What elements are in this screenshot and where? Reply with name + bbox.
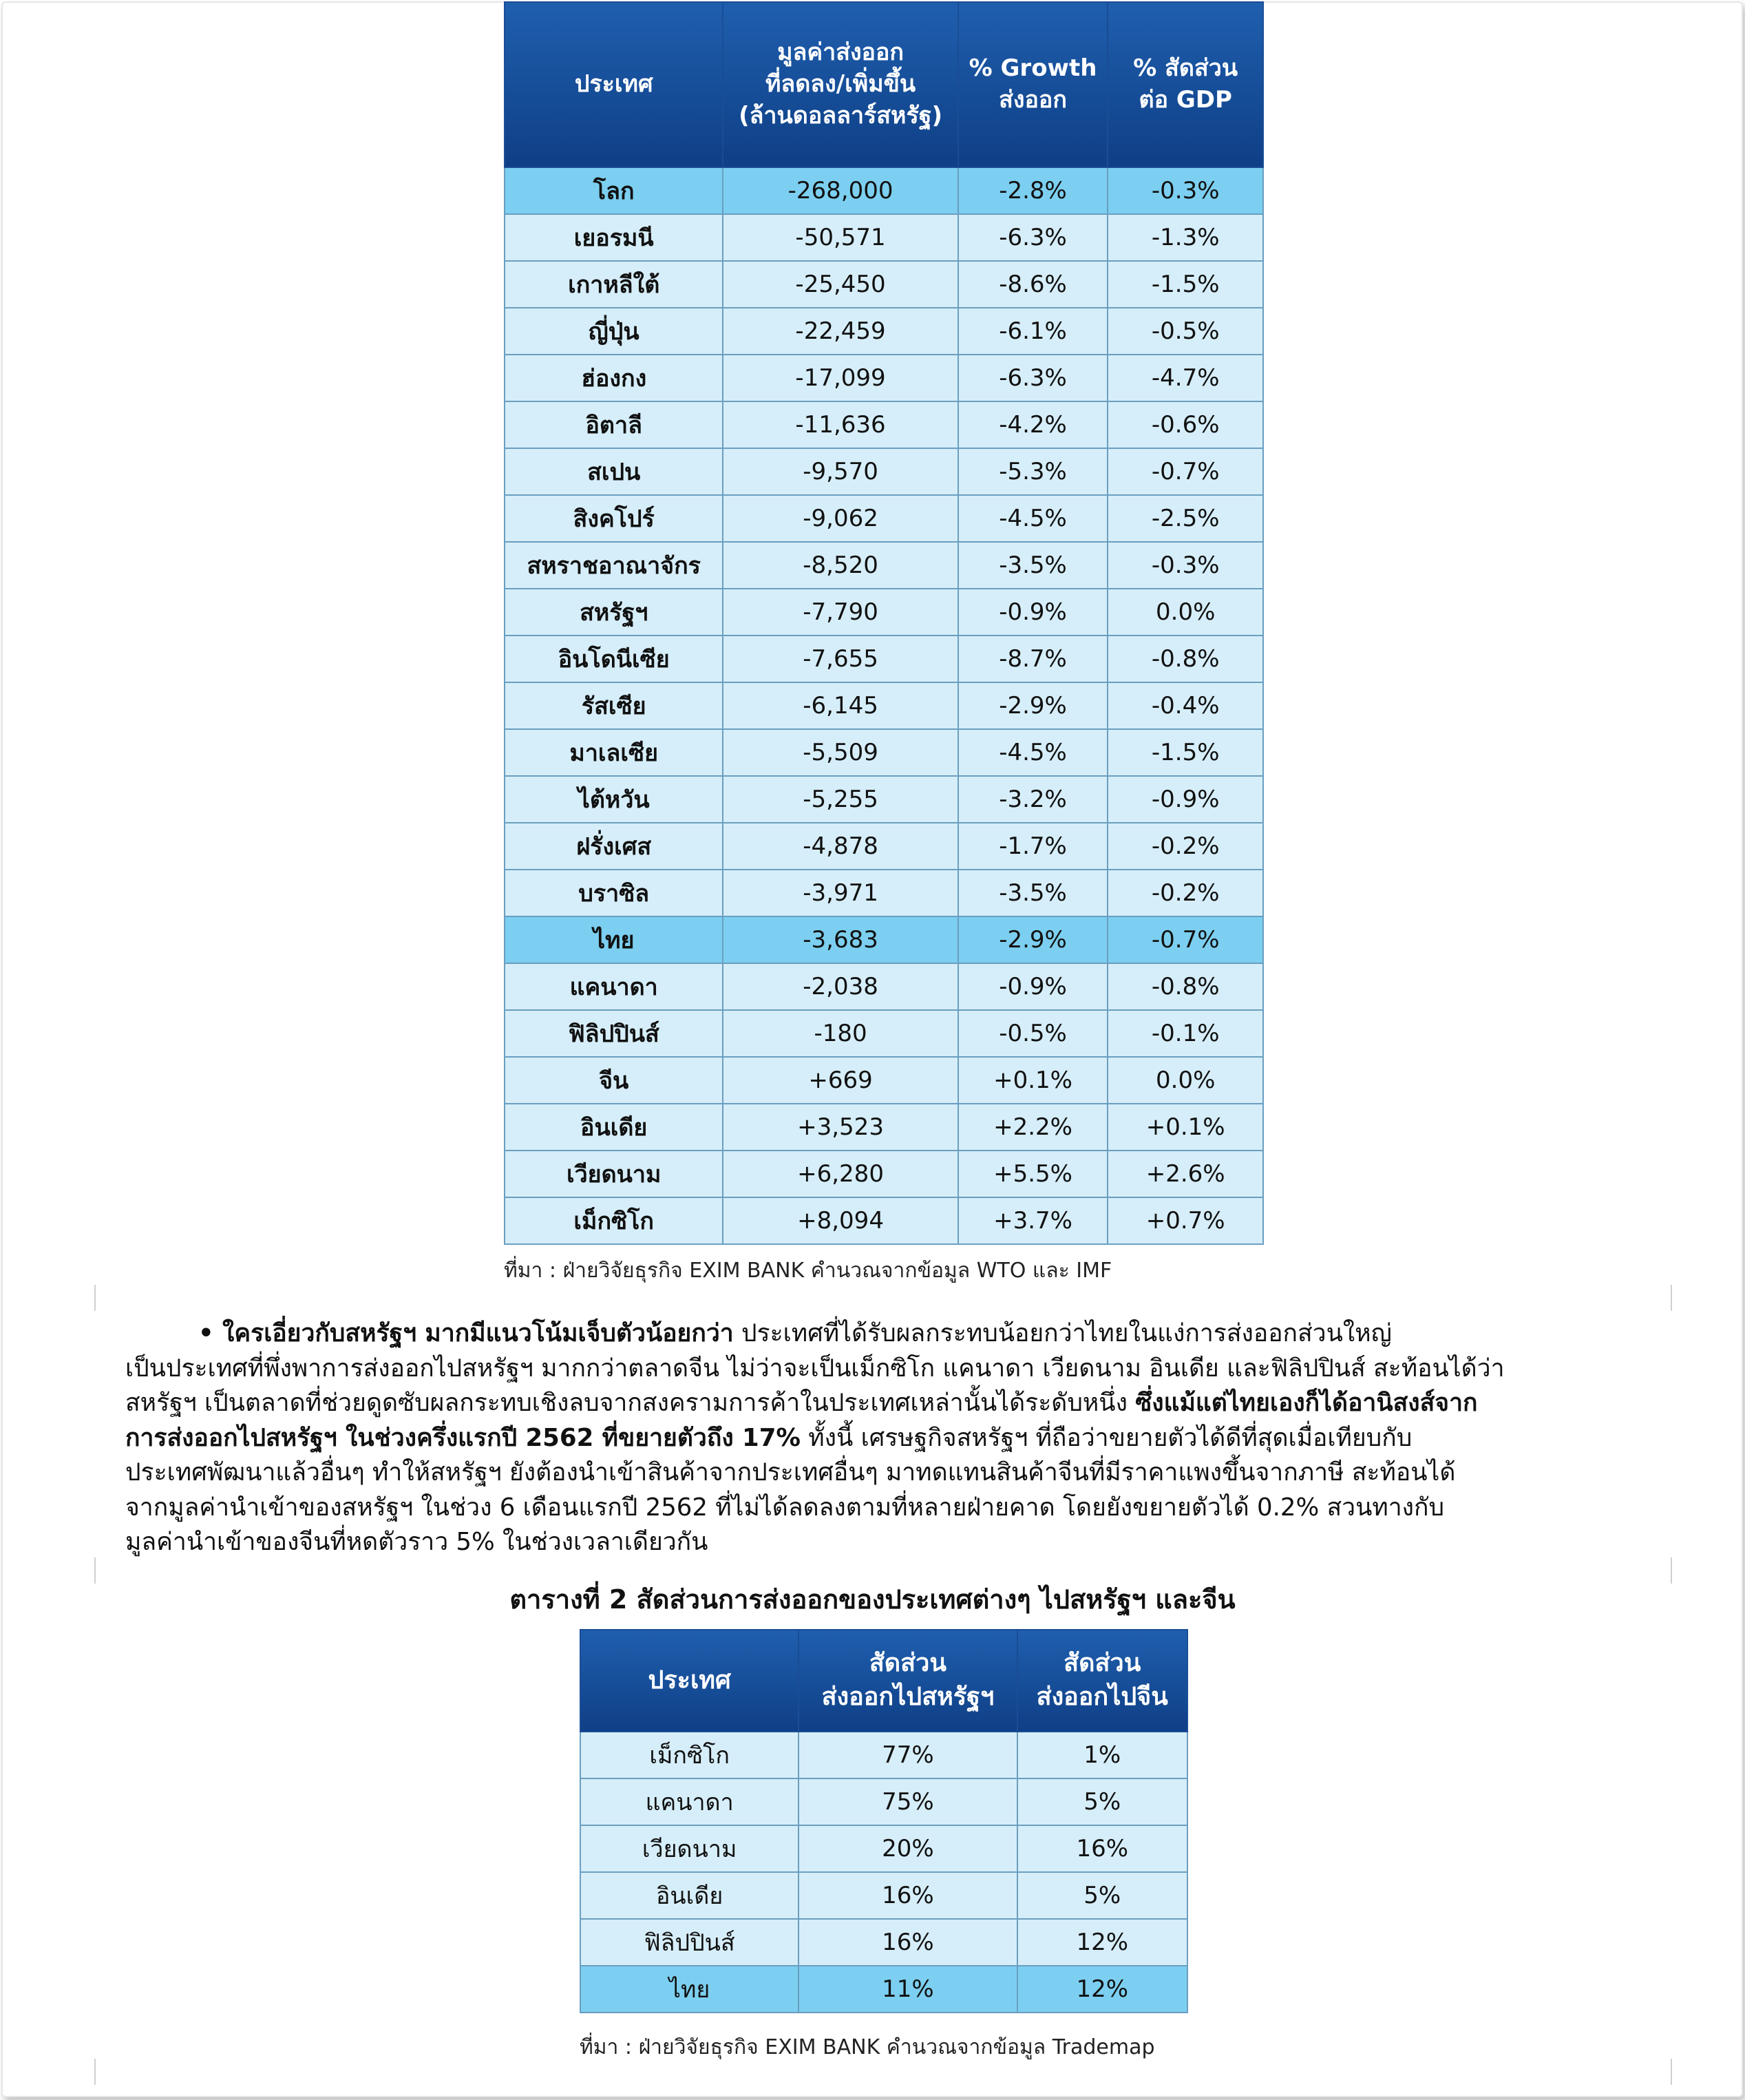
country-cell: อินโดนีเซีย [505,636,723,682]
value-cell: 5% [1017,1778,1188,1825]
value-cell: -0.7% [1108,448,1263,495]
value-cell: -2.9% [958,682,1108,729]
value-cell: -4.5% [958,729,1108,776]
value-cell: +669 [723,1057,958,1104]
text: เป็นประเทศที่พึ่งพาการส่งออกไปสหรัฐฯ มากกว่าตลาดจีน ไม่ว่าจะเป็นเม็กซิโก แคนาดา เวียดนาม อินเดีย และฟิลิปปินส์ สะท้อนได้ว่า [125,1354,1505,1383]
table1-source: ที่มา : ฝ่ายวิจัยธุรกิจ EXIM BANK คำนวณจากข้อมูล WTO และ IMF [504,1259,1112,1283]
paragraph-line [125,1491,1647,1526]
country-cell: แคนาดา [505,963,723,1010]
table-row [505,1151,1263,1197]
margin-mark [1671,1285,1672,1311]
paragraph-line [125,1316,1647,1352]
export-change-table [504,1,1264,1245]
country-cell: ไทย [505,916,723,963]
country-cell: อิตาลี [505,401,723,448]
value-cell: 12% [1017,1919,1188,1966]
text: สหรัฐฯ เป็นตลาดที่ช่วยดูดซับผลกระทบเชิงลบจากสงครามการค้าในประเทศเหล่านั้นได้ระดับหนึ่ง [125,1389,1136,1417]
table-row [505,916,1263,963]
value-cell: -2.5% [1108,495,1263,542]
value-cell: 77% [799,1732,1017,1778]
value-cell: -0.3% [1108,167,1263,214]
value-cell: -9,570 [723,448,958,495]
table-row [505,823,1263,870]
value-cell: -268,000 [723,167,958,214]
country-cell: รัสเซีย [505,682,723,729]
country-cell: ฝรั่งเศส [505,823,723,870]
country-cell: มาเลเซีย [505,729,723,776]
country-cell: สิงคโปร์ [505,495,723,542]
value-cell: -0.8% [1108,636,1263,682]
text: ประเทศพัฒนาแล้วอื่นๆ ทำให้สหรัฐฯ ยังต้องนำเข้าสินค้าจากประเทศอื่นๆ มาทดแทนสินค้าจีนที่มีราคาแพงขึ้นจากภาษี สะท้อนได้ [125,1458,1456,1487]
table-row [505,1197,1263,1244]
country-cell: ไต้หวัน [505,776,723,823]
value-cell: -3.5% [958,542,1108,589]
paragraph-line [125,1456,1647,1491]
value-cell: +2.6% [1108,1151,1263,1197]
value-cell: -8.7% [958,636,1108,682]
table-row [580,1872,1187,1919]
table-row [505,1010,1263,1057]
value-cell: -0.4% [1108,682,1263,729]
table-row [505,542,1263,589]
country-cell: โลก [505,167,723,214]
value-cell: -6.3% [958,355,1108,401]
table-header-row [580,1630,1187,1732]
paragraph-line [125,1421,1647,1456]
country-cell: สหราชอาณาจักร [505,542,723,589]
value-cell: -6.1% [958,308,1108,355]
value-cell: -5,255 [723,776,958,823]
column-header: ประเทศ [505,2,723,167]
table-row [505,401,1263,448]
country-cell: อินเดีย [580,1872,799,1919]
value-cell: -4.7% [1108,355,1263,401]
table-row [580,1732,1187,1778]
column-header: สัดส่วน ส่งออกไปสหรัฐฯ [799,1630,1017,1732]
value-cell: -4,878 [723,823,958,870]
table-row [505,214,1263,261]
table-row [505,1057,1263,1104]
value-cell: -5,509 [723,729,958,776]
value-cell: +0.1% [1108,1104,1263,1151]
value-cell: -25,450 [723,261,958,308]
value-cell: -0.5% [1108,308,1263,355]
country-cell: ญี่ปุ่น [505,308,723,355]
column-header: มูลค่าส่งออก ที่ลดลง/เพิ่มขึ้น (ล้านดอลลาร์สหรัฐ) [723,2,958,167]
value-cell: -4.2% [958,401,1108,448]
value-cell: 16% [1017,1825,1188,1872]
value-cell: -8,520 [723,542,958,589]
export-share-table [580,1629,1188,2013]
text: จากมูลค่านำเข้าของสหรัฐฯ ในช่วง 6 เดือนแรกปี 2562 ที่ไม่ได้ลดลงตามที่หลายฝ่ายคาด โดยยังขยายตัวได้ 0.2% สวนทางกับ [125,1493,1445,1522]
value-cell: 11% [799,1966,1017,2013]
paragraph-line [125,1352,1647,1387]
value-cell: -1.5% [1108,729,1263,776]
text: ประเทศที่ได้รับผลกระทบน้อยกว่าไทยในแง่การส่งออกส่วนใหญ่ [733,1319,1392,1347]
table-row [580,1825,1187,1872]
value-cell: -0.2% [1108,870,1263,916]
value-cell: -7,655 [723,636,958,682]
value-cell: -11,636 [723,401,958,448]
table-row [505,1104,1263,1151]
value-cell: -9,062 [723,495,958,542]
value-cell: 0.0% [1108,589,1263,636]
value-cell: -2.9% [958,916,1108,963]
value-cell: -0.5% [958,1010,1108,1057]
margin-mark [1671,2059,1672,2085]
country-cell: สเปน [505,448,723,495]
value-cell: -0.9% [958,963,1108,1010]
column-header: % Growth ส่งออก [958,2,1108,167]
value-cell: -3.5% [958,870,1108,916]
value-cell: 16% [799,1872,1017,1919]
value-cell: -17,099 [723,355,958,401]
table-row [580,1919,1187,1966]
value-cell: 5% [1017,1872,1188,1919]
country-cell: แคนาดา [580,1778,799,1825]
column-header: % สัดส่วน ต่อ GDP [1108,2,1263,167]
table-row [505,167,1263,214]
value-cell: -3,971 [723,870,958,916]
value-cell: -4.5% [958,495,1108,542]
value-cell: -5.3% [958,448,1108,495]
country-cell: เกาหลีใต้ [505,261,723,308]
value-cell: +0.7% [1108,1197,1263,1244]
value-cell: 0.0% [1108,1057,1263,1104]
country-cell: ฟิลิปปินส์ [505,1010,723,1057]
value-cell: 1% [1017,1732,1188,1778]
table2-caption: ตารางที่ 2 สัดส่วนการส่งออกของประเทศต่างๆ ไปสหรัฐฯ และจีน [509,1584,1236,1615]
country-cell: สหรัฐฯ [505,589,723,636]
bold-text: การส่งออกไปสหรัฐฯ ในช่วงครึ่งแรกปี 2562 ที่ขยายตัวถึง 17% [125,1423,801,1452]
value-cell: -0.1% [1108,1010,1263,1057]
value-cell: 75% [799,1778,1017,1825]
margin-mark [94,1285,96,1311]
bold-text: ซึ่งแม้แต่ไทยเองก็ได้อานิสงส์จาก [1135,1389,1478,1417]
text: ทั้งนี้ เศรษฐกิจสหรัฐฯ ที่ถือว่าขยายตัวได้ดีที่สุดเมื่อเทียบกับ [801,1423,1413,1452]
value-cell: -6,145 [723,682,958,729]
country-cell: เม็กซิโก [580,1732,799,1778]
value-cell: -3,683 [723,916,958,963]
table-row [505,870,1263,916]
paragraph-line [125,1386,1647,1421]
table-row [505,776,1263,823]
value-cell: -0.7% [1108,916,1263,963]
table-row [505,636,1263,682]
value-cell: -0.9% [1108,776,1263,823]
value-cell: -0.2% [1108,823,1263,870]
value-cell: +2.2% [958,1104,1108,1151]
column-header: สัดส่วน ส่งออกไปจีน [1017,1630,1188,1732]
country-cell: อินเดีย [505,1104,723,1151]
country-cell: เม็กซิโก [505,1197,723,1244]
body-paragraph [125,1316,1647,1560]
table-row [580,1966,1187,2013]
bold-text: • ใครเอี่ยวกับสหรัฐฯ มากมีแนวโน้มเจ็บตัวน้อยกว่า [198,1319,734,1347]
value-cell: +0.1% [958,1057,1108,1104]
country-cell: บราซิล [505,870,723,916]
value-cell: -1.5% [1108,261,1263,308]
value-cell: -22,459 [723,308,958,355]
value-cell: -0.8% [1108,963,1263,1010]
country-cell: ฮ่องกง [505,355,723,401]
country-cell: เวียดนาม [505,1151,723,1197]
value-cell: -6.3% [958,214,1108,261]
value-cell: 12% [1017,1966,1188,2013]
table2-source: ที่มา : ฝ่ายวิจัยธุรกิจ EXIM BANK คำนวณจากข้อมูล Trademap [580,2035,1155,2059]
table-row [505,355,1263,401]
value-cell: -1.7% [958,823,1108,870]
value-cell: -0.9% [958,589,1108,636]
value-cell: -2.8% [958,167,1108,214]
table-row [505,729,1263,776]
country-cell: ฟิลิปปินส์ [580,1919,799,1966]
table-row [505,261,1263,308]
country-cell: เยอรมนี [505,214,723,261]
value-cell: -7,790 [723,589,958,636]
country-cell: ไทย [580,1966,799,2013]
text: มูลค่านำเข้าของจีนที่หดตัวราว 5% ในช่วงเวลาเดียวกัน [125,1528,708,1556]
margin-mark [94,2059,96,2085]
value-cell: +3,523 [723,1104,958,1151]
value-cell: 20% [799,1825,1017,1872]
table-row [580,1778,1187,1825]
table-header-row [505,2,1263,167]
value-cell: -50,571 [723,214,958,261]
value-cell: 16% [799,1919,1017,1966]
country-cell: จีน [505,1057,723,1104]
value-cell: +5.5% [958,1151,1108,1197]
table-row [505,448,1263,495]
paragraph-line [125,1525,1647,1560]
value-cell: -1.3% [1108,214,1263,261]
table-row [505,963,1263,1010]
value-cell: -0.3% [1108,542,1263,589]
table-row [505,682,1263,729]
value-cell: -180 [723,1010,958,1057]
table-row [505,495,1263,542]
value-cell: -8.6% [958,261,1108,308]
table-row [505,308,1263,355]
country-cell: เวียดนาม [580,1825,799,1872]
value-cell: -0.6% [1108,401,1263,448]
value-cell: +3.7% [958,1197,1108,1244]
value-cell: +8,094 [723,1197,958,1244]
column-header: ประเทศ [580,1630,799,1732]
value-cell: +6,280 [723,1151,958,1197]
table-row [505,589,1263,636]
value-cell: -3.2% [958,776,1108,823]
value-cell: -2,038 [723,963,958,1010]
